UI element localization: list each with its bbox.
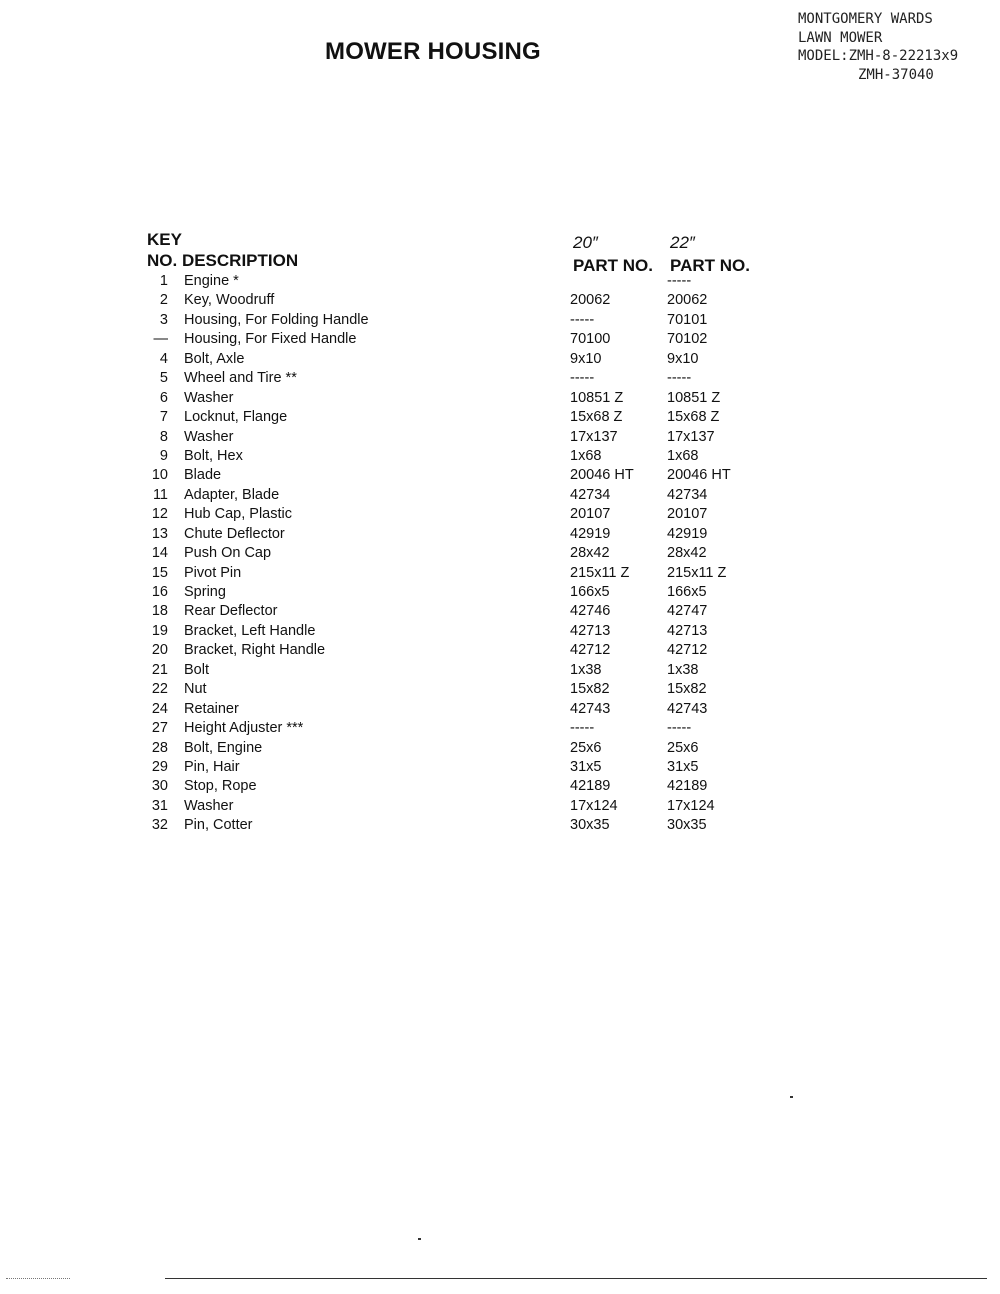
part-no-22-cell: 166x5 — [667, 584, 707, 600]
header-no-description: NO. DESCRIPTION — [147, 251, 299, 270]
part-no-20-cell: 20046 HT — [570, 467, 634, 484]
part-no-22-cell: 42747 — [667, 603, 708, 620]
key-no-cell: 9 — [159, 447, 168, 464]
part-no-22-cell: 25x6 — [667, 739, 699, 756]
table-row — [140, 816, 780, 835]
key-no-cell: 31 — [151, 797, 168, 814]
key-no-cell: 13 — [151, 525, 168, 542]
part-no-22-cell: 70102 — [667, 331, 708, 348]
part-no-22-cell: 42919 — [667, 525, 708, 542]
key-no-cell: 5 — [159, 370, 168, 387]
key-no-cell: 12 — [151, 506, 168, 523]
key-no-cell: 29 — [151, 758, 168, 775]
key-no-cell: 15 — [151, 564, 168, 581]
part-no-22-cell: 30x35 — [667, 817, 707, 834]
description-cell: Bolt — [184, 661, 209, 678]
part-no-20-cell: 17x137 — [570, 428, 618, 445]
key-no-cell: 10 — [151, 467, 168, 484]
description-cell: Chute Deflector — [184, 525, 285, 542]
part-no-22-cell: 42712 — [667, 642, 708, 659]
part-no-22-cell: 15x82 — [667, 681, 707, 698]
key-no-cell: 16 — [151, 584, 168, 600]
description-cell: Bolt, Hex — [184, 447, 243, 464]
description-cell: Bracket, Right Handle — [184, 642, 326, 659]
key-no-cell: 3 — [159, 311, 168, 328]
key-no-cell: 4 — [159, 350, 168, 367]
table-row — [140, 777, 780, 796]
part-no-22-cell: 9x10 — [667, 350, 699, 367]
divider — [165, 1278, 987, 1279]
table-row — [140, 719, 780, 738]
description-cell: Washer — [184, 428, 234, 445]
part-no-22-cell: 42743 — [667, 700, 708, 717]
part-no-20-cell: ----- — [570, 720, 595, 737]
key-no-cell: 1 — [159, 273, 168, 289]
part-no-20-cell: 25x6 — [570, 739, 602, 756]
part-no-22-cell: ----- — [667, 720, 692, 737]
description-cell: Engine * — [184, 273, 239, 289]
part-no-22-cell: ----- — [667, 370, 692, 387]
key-no-cell: 21 — [151, 661, 168, 678]
table-row — [140, 466, 780, 485]
table-row — [140, 797, 780, 816]
description-cell: Washer — [184, 389, 234, 406]
part-no-20-cell: 1x68 — [570, 447, 602, 464]
table-row — [140, 408, 780, 427]
description-cell: Stop, Rope — [184, 778, 257, 795]
key-no-cell: 22 — [151, 681, 168, 698]
part-no-22-cell: 17x137 — [667, 428, 715, 445]
table-row — [140, 369, 780, 388]
table-row — [140, 700, 780, 719]
table-row — [140, 564, 780, 583]
part-no-20-cell: 70100 — [570, 331, 611, 348]
table-row — [140, 544, 780, 563]
scan-speck — [418, 1238, 421, 1240]
divider — [6, 1278, 70, 1279]
description-cell: Wheel and Tire ** — [184, 370, 297, 387]
part-no-20-cell: 42712 — [570, 642, 611, 659]
key-no-cell: 30 — [151, 778, 168, 795]
key-no-cell: 8 — [159, 428, 168, 445]
description-cell: Height Adjuster *** — [184, 720, 304, 737]
key-no-cell: 28 — [151, 739, 168, 756]
part-no-20-cell: 1x38 — [570, 661, 602, 678]
part-no-22-cell: 1x68 — [667, 447, 699, 464]
part-no-20-cell: 42734 — [570, 486, 611, 503]
part-no-20-cell: 15x68 Z — [570, 409, 623, 426]
table-row — [140, 739, 780, 758]
table-row — [140, 291, 780, 310]
description-cell: Pin, Cotter — [184, 817, 253, 834]
model-stamp-line: LAWN MOWER — [798, 29, 883, 46]
part-no-20-cell: 15x82 — [570, 681, 610, 698]
page-title: MOWER HOUSING — [325, 38, 541, 65]
description-cell: Pivot Pin — [184, 564, 242, 581]
table-row — [140, 505, 780, 524]
description-cell: Rear Deflector — [184, 603, 278, 620]
part-no-20-cell: 20062 — [570, 292, 611, 309]
part-no-20-cell: 42743 — [570, 700, 611, 717]
key-no-cell: 24 — [151, 700, 168, 717]
key-no-cell: 2 — [159, 292, 168, 309]
part-no-22-cell: 20046 HT — [667, 467, 731, 484]
table-row — [140, 272, 780, 291]
part-no-20-cell: 31x5 — [570, 758, 602, 775]
key-no-cell: 20 — [151, 642, 168, 659]
model-stamp-line: MONTGOMERY WARDS — [798, 11, 933, 27]
part-no-22-cell: 28x42 — [667, 545, 707, 562]
part-no-20-cell: 42189 — [570, 778, 611, 795]
description-cell: Key, Woodruff — [184, 292, 275, 309]
description-cell: Washer — [184, 797, 234, 814]
part-no-20-cell: 28x42 — [570, 545, 610, 562]
part-no-22-cell: 17x124 — [667, 797, 715, 814]
table-row — [140, 661, 780, 680]
part-no-20-cell: 42713 — [570, 622, 611, 639]
description-cell: Bolt, Axle — [184, 350, 245, 367]
description-cell: Push On Cap — [184, 545, 272, 562]
table-row — [140, 602, 780, 621]
description-cell: Housing, For Folding Handle — [184, 311, 369, 328]
part-no-20-cell: ----- — [570, 311, 595, 328]
part-no-22-cell: 20062 — [667, 292, 708, 309]
key-no-cell: 32 — [151, 817, 168, 834]
parts-table — [140, 272, 780, 836]
part-no-20-cell: 10851 Z — [570, 389, 624, 406]
table-row — [140, 389, 780, 408]
part-no-20-cell: 42746 — [570, 603, 611, 620]
part-no-22-cell: 31x5 — [667, 758, 699, 775]
part-no-22-cell: 42189 — [667, 778, 708, 795]
part-no-20-cell: 20107 — [570, 506, 611, 523]
description-cell: Pin, Hair — [184, 758, 240, 775]
model-stamp-line: ZMH-37040 — [858, 66, 934, 83]
key-no-cell: 18 — [151, 603, 168, 620]
description-cell: Blade — [184, 467, 222, 484]
description-cell: Bolt, Engine — [184, 739, 263, 756]
part-no-20-cell: 30x35 — [570, 817, 610, 834]
description-cell: Hub Cap, Plastic — [184, 506, 292, 523]
description-cell: Bracket, Left Handle — [184, 622, 316, 639]
header-key: KEY — [147, 230, 182, 249]
part-no-22-cell: 15x68 Z — [667, 409, 720, 426]
part-no-20-cell: 17x124 — [570, 797, 618, 814]
table-row — [140, 622, 780, 641]
part-no-22-cell: 1x38 — [667, 661, 699, 678]
table-row — [140, 486, 780, 505]
part-no-22-cell: 20107 — [667, 506, 708, 523]
key-no-cell: 11 — [152, 486, 168, 503]
table-row — [140, 525, 780, 544]
description-cell: Housing, For Fixed Handle — [184, 331, 357, 348]
table-row — [140, 583, 780, 602]
key-no-cell: — — [153, 331, 168, 348]
model-stamp — [798, 10, 958, 84]
header-part-no-20: PART NO. — [573, 256, 653, 275]
table-row — [140, 350, 780, 369]
key-no-cell: 27 — [151, 720, 168, 737]
key-no-cell: 7 — [159, 409, 168, 426]
header-size-20: 20″ — [573, 233, 598, 252]
table-row — [140, 641, 780, 660]
description-cell: Locknut, Flange — [184, 409, 288, 426]
description-cell: Spring — [184, 584, 226, 600]
description-cell: Nut — [184, 681, 207, 698]
key-no-cell: 6 — [159, 389, 168, 406]
description-cell: Adapter, Blade — [184, 486, 280, 503]
table-row — [140, 447, 780, 466]
part-no-20-cell: ----- — [570, 370, 595, 387]
key-no-cell: 19 — [151, 622, 168, 639]
table-row — [140, 428, 780, 447]
table-row — [140, 758, 780, 777]
part-no-20-cell: 166x5 — [570, 584, 610, 600]
part-no-20-cell: 9x10 — [570, 350, 602, 367]
header-size-22: 22″ — [670, 233, 695, 252]
part-no-20-cell: 215x11 Z — [570, 564, 630, 581]
part-no-22-cell: 70101 — [667, 311, 708, 328]
part-no-22-cell: 42713 — [667, 622, 708, 639]
description-cell: Retainer — [184, 700, 239, 717]
part-no-20-cell: 42919 — [570, 525, 611, 542]
part-no-22-cell: 10851 Z — [667, 389, 721, 406]
part-no-22-cell: 42734 — [667, 486, 708, 503]
table-row — [140, 330, 780, 349]
table-row — [140, 680, 780, 699]
scan-speck — [790, 1096, 793, 1098]
table-row — [140, 311, 780, 330]
header-part-no-22: PART NO. — [670, 256, 750, 275]
part-no-22-cell: 215x11 Z — [667, 564, 727, 581]
key-no-cell: 14 — [151, 545, 168, 562]
model-stamp-line: MODEL:ZMH-8-22213x9 — [798, 48, 959, 64]
part-no-22-cell: ----- — [667, 273, 692, 289]
